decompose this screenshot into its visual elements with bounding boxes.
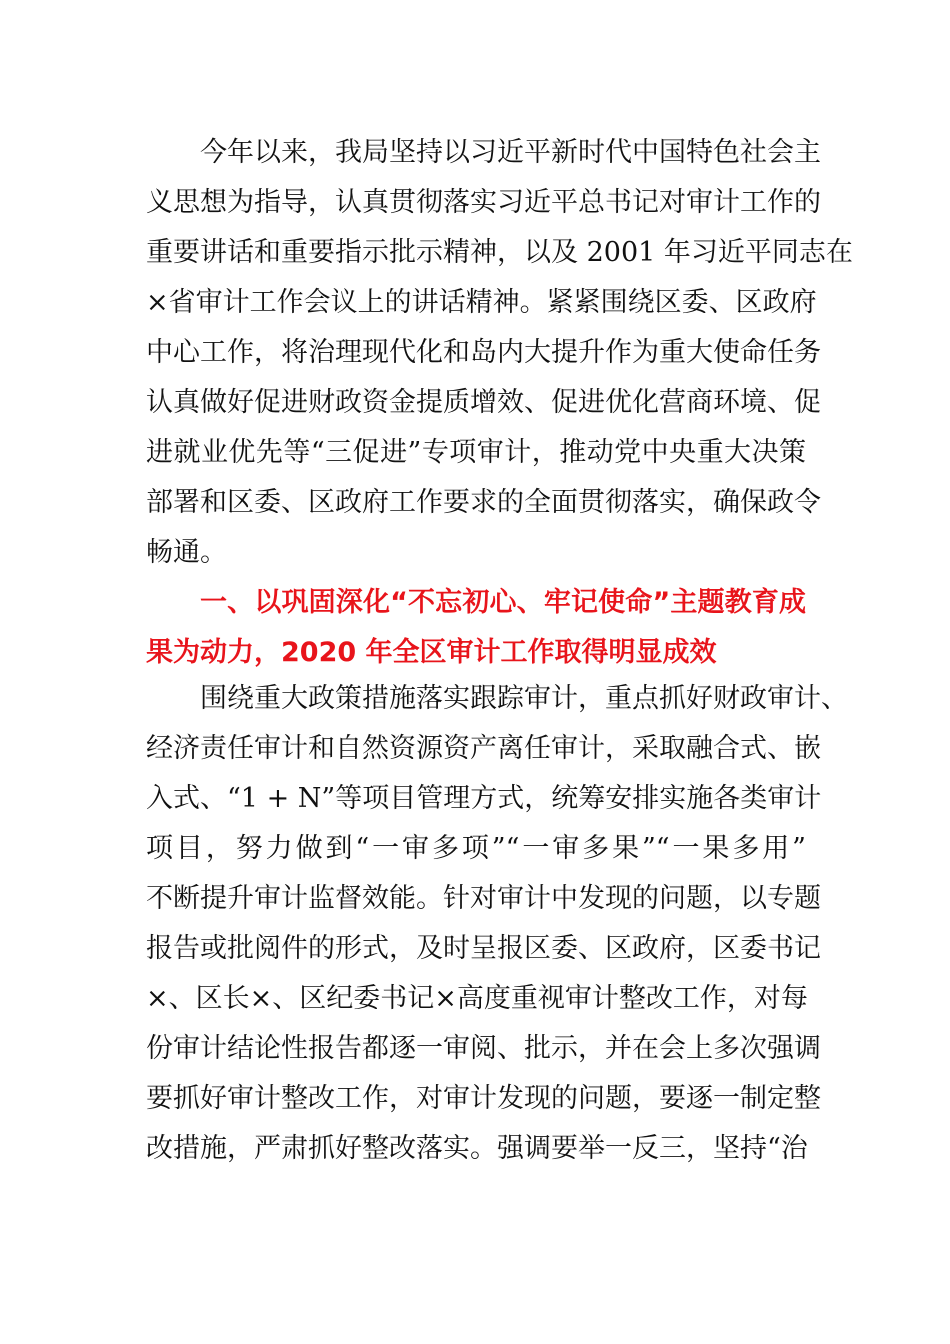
paragraph-line: 报告或批阅件的形式，及时呈报区委、区政府，区委书记 <box>146 933 821 964</box>
paragraph-body <box>146 674 848 1174</box>
paragraph-line: ×省审计工作会议上的讲话精神。紧紧围绕区委、区政府 <box>146 287 817 318</box>
paragraph-line: 重要讲话和重要指示批示精神，以及 2001 年习近平同志在 <box>146 237 853 268</box>
paragraph-line: ×、区长×、区纪委书记×高度重视审计整改工作，对每 <box>146 983 808 1014</box>
paragraph-line: 义思想为指导，认真贯彻落实习近平总书记对审计工作的 <box>146 187 821 218</box>
paragraph-line: 今年以来，我局坚持以习近平新时代中国特色社会主 <box>200 137 821 168</box>
paragraph-line: 部署和区委、区政府工作要求的全面贯彻落实，确保政令 <box>146 487 821 518</box>
paragraph-intro <box>146 128 853 578</box>
paragraph-line: 份审计结论性报告都逐一审阅、批示，并在会上多次强调 <box>146 1033 821 1064</box>
paragraph-line: 进就业优先等“三促进”专项审计，推动党中央重大决策 <box>146 437 806 468</box>
section-heading <box>146 578 806 678</box>
heading-line: 一、以巩固深化“不忘初心、牢记使命”主题教育成 <box>200 587 806 618</box>
paragraph-line: 经济责任审计和自然资源资产离任审计，采取融合式、嵌 <box>146 733 821 764</box>
paragraph-line: 要抓好审计整改工作，对审计发现的问题，要逐一制定整 <box>146 1083 821 1114</box>
paragraph-line: 认真做好促进财政资金提质增效、促进优化营商环境、促 <box>146 387 821 418</box>
paragraph-line: 项目，努力做到“一审多项”“一审多果”“一果多用” <box>146 833 806 864</box>
paragraph-line: 中心工作，将治理现代化和岛内大提升作为重大使命任务 <box>146 337 821 368</box>
paragraph-line: 改措施，严肃抓好整改落实。强调要举一反三，坚持“治 <box>146 1133 808 1164</box>
paragraph-line: 入式、“1 + N”等项目管理方式，统筹安排实施各类审计 <box>146 783 822 814</box>
heading-line: 果为动力，2020 年全区审计工作取得明显成效 <box>146 637 717 668</box>
paragraph-line: 围绕重大政策措施落实跟踪审计，重点抓好财政审计、 <box>200 683 848 714</box>
paragraph-line: 不断提升审计监督效能。针对审计中发现的问题，以专题 <box>146 883 821 914</box>
paragraph-line: 畅通。 <box>146 537 227 568</box>
